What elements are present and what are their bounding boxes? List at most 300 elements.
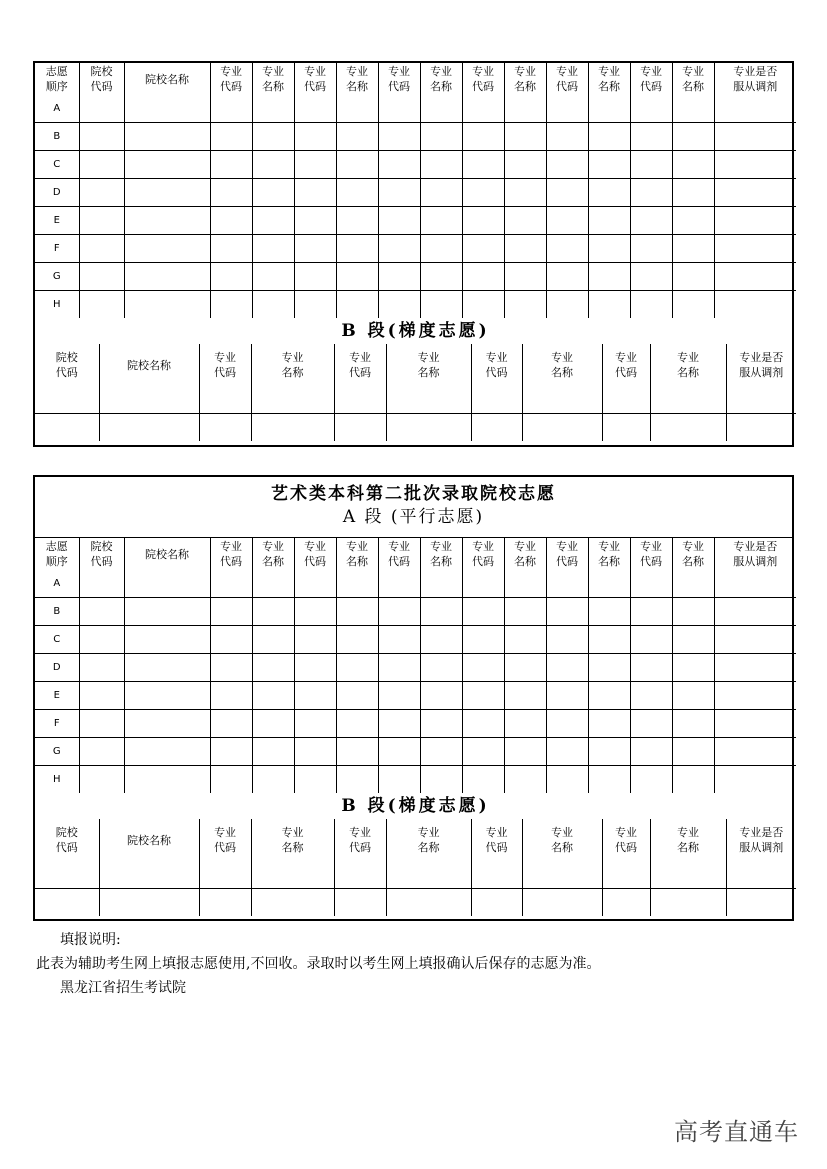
entry-cell[interactable] — [378, 654, 420, 682]
entry-cell[interactable] — [630, 710, 672, 738]
entry-cell[interactable] — [378, 291, 420, 319]
entry-cell[interactable] — [420, 291, 462, 319]
entry-cell[interactable] — [588, 654, 630, 682]
entry-cell[interactable] — [252, 151, 294, 179]
entry-cell[interactable] — [124, 738, 210, 766]
entry-cell[interactable] — [504, 766, 546, 794]
entry-cell[interactable] — [79, 207, 124, 235]
entry-cell[interactable] — [630, 151, 672, 179]
entry-cell[interactable] — [210, 207, 252, 235]
entry-cell[interactable] — [124, 179, 210, 207]
entry-cell[interactable] — [420, 682, 462, 710]
entry-cell[interactable] — [420, 598, 462, 626]
entry-cell[interactable] — [588, 682, 630, 710]
entry-cell[interactable] — [588, 151, 630, 179]
entry-cell[interactable] — [471, 386, 522, 414]
entry-cell[interactable] — [522, 861, 602, 889]
entry-cell[interactable] — [99, 414, 199, 442]
entry-cell[interactable] — [588, 207, 630, 235]
entry-cell[interactable] — [336, 570, 378, 598]
entry-cell[interactable] — [726, 414, 796, 442]
entry-cell[interactable] — [294, 626, 336, 654]
entry-cell[interactable] — [462, 738, 504, 766]
entry-cell[interactable] — [602, 414, 650, 442]
entry-cell[interactable] — [471, 889, 522, 917]
entry-cell[interactable] — [336, 626, 378, 654]
entry-cell[interactable] — [546, 738, 588, 766]
entry-cell[interactable] — [294, 95, 336, 123]
entry-cell[interactable] — [672, 654, 714, 682]
entry-cell[interactable] — [199, 889, 251, 917]
entry-cell[interactable] — [504, 207, 546, 235]
entry-cell[interactable] — [336, 95, 378, 123]
entry-cell[interactable] — [124, 682, 210, 710]
entry-cell[interactable] — [252, 291, 294, 319]
entry-cell[interactable] — [378, 207, 420, 235]
entry-cell[interactable] — [630, 570, 672, 598]
entry-cell[interactable] — [714, 710, 796, 738]
entry-cell[interactable] — [378, 263, 420, 291]
entry-cell[interactable] — [210, 626, 252, 654]
entry-cell[interactable] — [334, 889, 386, 917]
entry-cell[interactable] — [252, 123, 294, 151]
entry-cell[interactable] — [294, 570, 336, 598]
entry-cell[interactable] — [462, 235, 504, 263]
entry-cell[interactable] — [336, 151, 378, 179]
entry-cell[interactable] — [546, 626, 588, 654]
entry-cell[interactable] — [522, 386, 602, 414]
entry-cell[interactable] — [252, 626, 294, 654]
table-row — [35, 207, 796, 235]
entry-cell[interactable] — [294, 654, 336, 682]
entry-cell[interactable] — [378, 95, 420, 123]
entry-cell[interactable] — [714, 179, 796, 207]
entry-cell[interactable] — [35, 889, 99, 917]
entry-cell[interactable] — [79, 766, 124, 794]
entry-cell[interactable] — [294, 151, 336, 179]
entry-cell[interactable] — [650, 889, 726, 917]
entry-cell[interactable] — [471, 414, 522, 442]
entry-cell[interactable] — [210, 682, 252, 710]
entry-cell[interactable] — [714, 151, 796, 179]
column-header: 专业 代码 — [378, 63, 420, 95]
entry-cell[interactable] — [334, 414, 386, 442]
entry-cell[interactable] — [124, 207, 210, 235]
entry-cell[interactable] — [210, 738, 252, 766]
entry-cell[interactable] — [99, 889, 199, 917]
entry-cell[interactable] — [336, 263, 378, 291]
entry-cell[interactable] — [124, 151, 210, 179]
entry-cell[interactable] — [546, 766, 588, 794]
entry-cell[interactable] — [630, 179, 672, 207]
entry-cell[interactable] — [79, 710, 124, 738]
entry-cell[interactable] — [210, 263, 252, 291]
entry-cell[interactable] — [714, 738, 796, 766]
entry-cell[interactable] — [462, 291, 504, 319]
entry-cell[interactable] — [124, 570, 210, 598]
entry-cell[interactable] — [420, 766, 462, 794]
entry-cell[interactable] — [294, 291, 336, 319]
entry-cell[interactable] — [630, 123, 672, 151]
entry-cell[interactable] — [588, 570, 630, 598]
entry-cell[interactable] — [252, 179, 294, 207]
entry-cell[interactable] — [672, 598, 714, 626]
entry-cell[interactable] — [99, 386, 199, 414]
entry-cell[interactable] — [336, 654, 378, 682]
entry-cell[interactable] — [336, 179, 378, 207]
entry-cell[interactable] — [726, 386, 796, 414]
entry-cell[interactable] — [378, 123, 420, 151]
entry-cell[interactable] — [522, 414, 602, 442]
entry-cell[interactable] — [79, 626, 124, 654]
entry-cell[interactable] — [79, 95, 124, 123]
entry-cell[interactable] — [386, 861, 471, 889]
column-header: 专业是否 服从调剂 — [726, 344, 796, 386]
entry-cell[interactable] — [252, 738, 294, 766]
entry-cell[interactable] — [294, 598, 336, 626]
entry-cell[interactable] — [252, 682, 294, 710]
entry-cell[interactable] — [588, 291, 630, 319]
entry-cell[interactable] — [546, 235, 588, 263]
entry-cell[interactable] — [714, 207, 796, 235]
entry-cell[interactable] — [650, 861, 726, 889]
entry-cell[interactable] — [420, 235, 462, 263]
entry-cell[interactable] — [378, 179, 420, 207]
entry-cell[interactable] — [630, 263, 672, 291]
entry-cell[interactable] — [251, 889, 334, 917]
entry-cell[interactable] — [504, 123, 546, 151]
volunteer-form-block-1 — [33, 61, 794, 447]
entry-cell[interactable] — [124, 123, 210, 151]
entry-cell[interactable] — [378, 738, 420, 766]
entry-cell[interactable] — [650, 414, 726, 442]
entry-cell[interactable] — [210, 235, 252, 263]
entry-cell[interactable] — [672, 235, 714, 263]
entry-cell[interactable] — [251, 861, 334, 889]
entry-cell[interactable] — [79, 263, 124, 291]
entry-cell[interactable] — [504, 570, 546, 598]
volunteer-order-label: D — [35, 179, 79, 207]
entry-cell[interactable] — [99, 861, 199, 889]
entry-cell[interactable] — [210, 95, 252, 123]
entry-cell[interactable] — [588, 123, 630, 151]
entry-cell[interactable] — [672, 570, 714, 598]
entry-cell[interactable] — [546, 654, 588, 682]
entry-cell[interactable] — [588, 235, 630, 263]
entry-cell[interactable] — [336, 598, 378, 626]
entry-cell[interactable] — [252, 766, 294, 794]
column-header: 专业 名称 — [336, 63, 378, 95]
entry-cell[interactable] — [252, 598, 294, 626]
entry-cell[interactable] — [79, 235, 124, 263]
entry-cell[interactable] — [124, 291, 210, 319]
entry-cell[interactable] — [79, 151, 124, 179]
entry-cell[interactable] — [294, 263, 336, 291]
entry-cell[interactable] — [504, 235, 546, 263]
entry-cell[interactable] — [336, 738, 378, 766]
entry-cell[interactable] — [672, 682, 714, 710]
entry-cell[interactable] — [462, 570, 504, 598]
entry-cell[interactable] — [462, 710, 504, 738]
entry-cell[interactable] — [630, 235, 672, 263]
entry-cell[interactable] — [546, 207, 588, 235]
entry-cell[interactable] — [210, 151, 252, 179]
entry-cell[interactable] — [420, 123, 462, 151]
entry-cell[interactable] — [504, 151, 546, 179]
entry-cell[interactable] — [588, 95, 630, 123]
entry-cell[interactable] — [504, 626, 546, 654]
entry-cell[interactable] — [378, 570, 420, 598]
entry-cell[interactable] — [336, 291, 378, 319]
entry-cell[interactable] — [35, 861, 99, 889]
entry-cell[interactable] — [378, 682, 420, 710]
entry-cell[interactable] — [672, 179, 714, 207]
entry-cell[interactable] — [294, 710, 336, 738]
entry-cell[interactable] — [79, 570, 124, 598]
entry-cell[interactable] — [546, 291, 588, 319]
entry-cell[interactable] — [336, 207, 378, 235]
entry-cell[interactable] — [462, 654, 504, 682]
entry-cell[interactable] — [35, 386, 99, 414]
entry-cell[interactable] — [378, 766, 420, 794]
entry-cell[interactable] — [546, 710, 588, 738]
entry-cell[interactable] — [210, 123, 252, 151]
entry-cell[interactable] — [124, 95, 210, 123]
entry-cell[interactable] — [124, 263, 210, 291]
entry-cell[interactable] — [672, 766, 714, 794]
entry-cell[interactable] — [714, 570, 796, 598]
entry-cell[interactable] — [420, 710, 462, 738]
entry-cell[interactable] — [199, 861, 251, 889]
entry-cell[interactable] — [252, 654, 294, 682]
entry-cell[interactable] — [378, 235, 420, 263]
entry-cell[interactable] — [79, 291, 124, 319]
entry-cell[interactable] — [588, 263, 630, 291]
entry-cell[interactable] — [378, 626, 420, 654]
entry-cell[interactable] — [462, 682, 504, 710]
entry-cell[interactable] — [79, 682, 124, 710]
a-segment-table — [35, 63, 796, 318]
entry-cell[interactable] — [630, 291, 672, 319]
entry-cell[interactable] — [588, 710, 630, 738]
entry-cell[interactable] — [672, 95, 714, 123]
entry-cell[interactable] — [714, 626, 796, 654]
entry-cell[interactable] — [210, 291, 252, 319]
entry-cell[interactable] — [462, 123, 504, 151]
entry-cell[interactable] — [546, 263, 588, 291]
entry-cell[interactable] — [35, 414, 99, 442]
entry-cell[interactable] — [334, 386, 386, 414]
entry-cell[interactable] — [588, 626, 630, 654]
entry-cell[interactable] — [251, 414, 334, 442]
entry-cell[interactable] — [378, 710, 420, 738]
entry-cell[interactable] — [546, 179, 588, 207]
entry-cell[interactable] — [546, 598, 588, 626]
entry-cell[interactable] — [630, 766, 672, 794]
entry-cell[interactable] — [546, 123, 588, 151]
entry-cell[interactable] — [210, 598, 252, 626]
column-header: 院校 代码 — [35, 344, 99, 386]
entry-cell[interactable] — [336, 766, 378, 794]
entry-cell[interactable] — [588, 598, 630, 626]
entry-cell[interactable] — [420, 263, 462, 291]
entry-cell[interactable] — [420, 738, 462, 766]
entry-cell[interactable] — [672, 710, 714, 738]
entry-cell[interactable] — [252, 710, 294, 738]
entry-cell[interactable] — [650, 386, 726, 414]
entry-cell[interactable] — [471, 861, 522, 889]
entry-cell[interactable] — [504, 654, 546, 682]
entry-cell[interactable] — [462, 626, 504, 654]
entry-cell[interactable] — [672, 207, 714, 235]
entry-cell[interactable] — [294, 682, 336, 710]
entry-cell[interactable] — [294, 179, 336, 207]
entry-cell[interactable] — [630, 682, 672, 710]
entry-cell[interactable] — [504, 95, 546, 123]
entry-cell[interactable] — [210, 654, 252, 682]
entry-cell[interactable] — [462, 598, 504, 626]
entry-cell[interactable] — [504, 682, 546, 710]
entry-cell[interactable] — [714, 263, 796, 291]
volunteer-order-label: B — [35, 598, 79, 626]
entry-cell[interactable] — [336, 710, 378, 738]
entry-cell[interactable] — [672, 151, 714, 179]
entry-cell[interactable] — [672, 263, 714, 291]
column-header: 专业 代码 — [602, 344, 650, 386]
column-header: 专业是否 服从调剂 — [714, 538, 796, 570]
entry-cell[interactable] — [714, 123, 796, 151]
entry-cell[interactable] — [199, 386, 251, 414]
entry-cell[interactable] — [294, 766, 336, 794]
entry-cell[interactable] — [251, 386, 334, 414]
entry-cell[interactable] — [588, 766, 630, 794]
entry-cell[interactable] — [124, 766, 210, 794]
entry-cell[interactable] — [546, 95, 588, 123]
entry-cell[interactable] — [124, 598, 210, 626]
entry-cell[interactable] — [672, 291, 714, 319]
entry-cell[interactable] — [462, 179, 504, 207]
b-section-title: B 段(梯度志愿) — [341, 795, 490, 816]
entry-cell[interactable] — [714, 682, 796, 710]
entry-cell[interactable] — [714, 291, 796, 319]
entry-cell[interactable] — [79, 123, 124, 151]
entry-cell[interactable] — [386, 889, 471, 917]
entry-cell[interactable] — [630, 654, 672, 682]
entry-cell[interactable] — [546, 570, 588, 598]
entry-cell[interactable] — [252, 235, 294, 263]
entry-cell[interactable] — [210, 766, 252, 794]
table-row — [35, 291, 796, 319]
entry-cell[interactable] — [79, 738, 124, 766]
entry-cell[interactable] — [504, 263, 546, 291]
entry-cell[interactable] — [294, 207, 336, 235]
entry-cell[interactable] — [462, 766, 504, 794]
entry-cell[interactable] — [124, 654, 210, 682]
entry-cell[interactable] — [588, 738, 630, 766]
entry-cell[interactable] — [420, 570, 462, 598]
entry-cell[interactable] — [386, 386, 471, 414]
entry-cell[interactable] — [714, 598, 796, 626]
entry-cell[interactable] — [630, 738, 672, 766]
entry-cell[interactable] — [252, 570, 294, 598]
entry-cell[interactable] — [124, 235, 210, 263]
entry-cell[interactable] — [546, 682, 588, 710]
entry-cell[interactable] — [378, 151, 420, 179]
entry-cell[interactable] — [462, 151, 504, 179]
b-section-title-row — [35, 793, 796, 819]
entry-cell[interactable] — [672, 626, 714, 654]
entry-cell[interactable] — [672, 738, 714, 766]
entry-cell[interactable] — [504, 738, 546, 766]
entry-cell[interactable] — [336, 682, 378, 710]
entry-cell[interactable] — [602, 861, 650, 889]
entry-cell[interactable] — [630, 626, 672, 654]
entry-cell[interactable] — [420, 654, 462, 682]
entry-cell[interactable] — [504, 710, 546, 738]
entry-cell[interactable] — [336, 123, 378, 151]
entry-cell[interactable] — [420, 626, 462, 654]
entry-cell[interactable] — [504, 598, 546, 626]
entry-cell[interactable] — [294, 235, 336, 263]
entry-cell[interactable] — [79, 598, 124, 626]
entry-cell[interactable] — [630, 207, 672, 235]
table-row — [35, 626, 796, 654]
column-header: 专业 代码 — [630, 63, 672, 95]
entry-cell[interactable] — [334, 861, 386, 889]
entry-cell[interactable] — [210, 179, 252, 207]
entry-cell[interactable] — [79, 654, 124, 682]
entry-cell[interactable] — [630, 95, 672, 123]
entry-cell[interactable] — [199, 414, 251, 442]
entry-cell[interactable] — [714, 766, 796, 794]
entry-cell[interactable] — [630, 598, 672, 626]
entry-cell[interactable] — [602, 889, 650, 917]
entry-cell[interactable] — [210, 570, 252, 598]
entry-cell[interactable] — [294, 738, 336, 766]
entry-cell[interactable] — [462, 207, 504, 235]
entry-cell[interactable] — [124, 710, 210, 738]
entry-cell[interactable] — [420, 95, 462, 123]
entry-cell[interactable] — [420, 207, 462, 235]
entry-cell[interactable] — [336, 235, 378, 263]
entry-cell[interactable] — [124, 626, 210, 654]
entry-cell[interactable] — [602, 386, 650, 414]
entry-cell[interactable] — [504, 179, 546, 207]
entry-cell[interactable] — [726, 861, 796, 889]
entry-cell[interactable] — [420, 179, 462, 207]
entry-cell[interactable] — [252, 263, 294, 291]
entry-cell[interactable] — [386, 414, 471, 442]
entry-cell[interactable] — [420, 151, 462, 179]
entry-cell[interactable] — [546, 151, 588, 179]
entry-cell[interactable] — [726, 889, 796, 917]
entry-cell[interactable] — [714, 235, 796, 263]
entry-cell[interactable] — [588, 179, 630, 207]
entry-cell[interactable] — [462, 95, 504, 123]
entry-cell[interactable] — [252, 95, 294, 123]
entry-cell[interactable] — [462, 263, 504, 291]
entry-cell[interactable] — [504, 291, 546, 319]
entry-cell[interactable] — [210, 710, 252, 738]
entry-cell[interactable] — [714, 654, 796, 682]
entry-cell[interactable] — [252, 207, 294, 235]
entry-cell[interactable] — [79, 179, 124, 207]
entry-cell[interactable] — [378, 598, 420, 626]
entry-cell[interactable] — [294, 123, 336, 151]
entry-cell[interactable] — [714, 95, 796, 123]
entry-cell[interactable] — [672, 123, 714, 151]
entry-cell[interactable] — [522, 889, 602, 917]
